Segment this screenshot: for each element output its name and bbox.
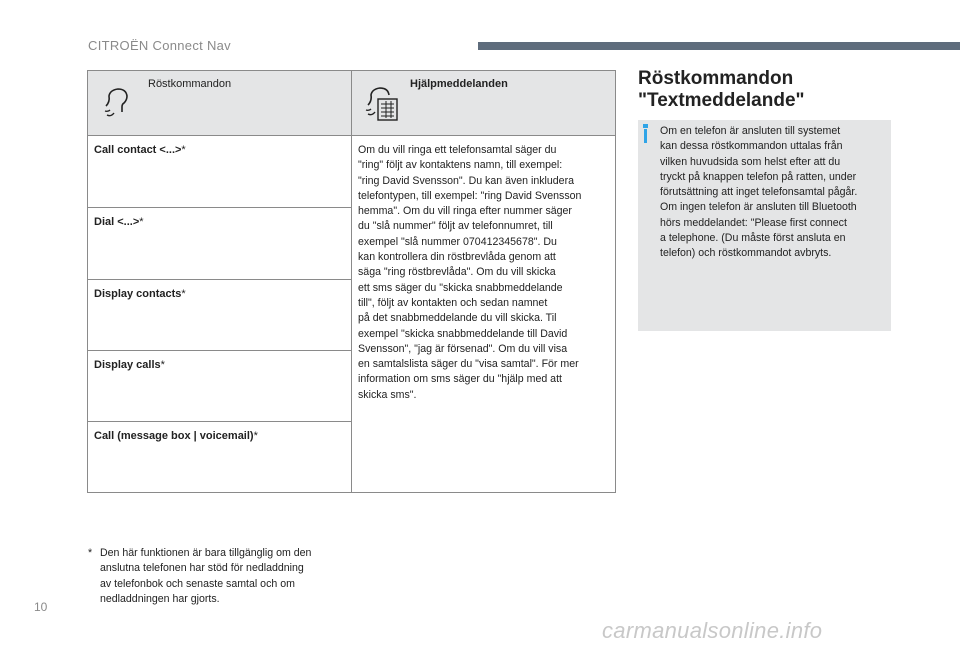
voice-command-table bbox=[87, 70, 616, 493]
voice-command-icon bbox=[100, 85, 134, 119]
footnote-text: Den här funktionen är bara tillgänglig om den anslutna telefonen har stöd för nedladdning av telefonbok och senaste samtal och om nedladdningen har gjorts. bbox=[100, 547, 312, 605]
command-column bbox=[88, 136, 352, 492]
watermark: carmanualsonline.info bbox=[602, 618, 823, 643]
footnote-marker: * bbox=[88, 547, 93, 559]
command-text: Dial <...>* bbox=[94, 216, 144, 228]
column-label-help: Hjälpmeddelanden bbox=[410, 78, 508, 90]
info-box bbox=[638, 120, 891, 331]
command-text: Call contact <...>* bbox=[94, 144, 186, 156]
section-title: Röstkommandon "Textmeddelande" bbox=[638, 68, 805, 111]
help-column bbox=[352, 136, 615, 492]
table-header-right bbox=[352, 71, 615, 136]
command-row bbox=[88, 208, 351, 280]
page-header-title: CITROËN Connect Nav bbox=[88, 38, 231, 53]
table-header-left bbox=[88, 71, 352, 136]
info-text: Om en telefon är ansluten till systemet kan dessa röstkommandon uttalas från vilken huvudsida som helst efter att du tryckt på knappen telefon på ratten, under förutsättning att inget telefonsamtal pågår. Om ingen telefon är ansluten till Bluetooth hörs meddelandet: "Please first connect a telephone. (Du måste först ansluta en telefon) och röstkommandot avbryts. bbox=[660, 125, 858, 260]
help-message-text: Om du vill ringa ett telefonsamtal säger du "ring" följt av kontaktens namn, till exempel: "ring David Svensson". Du kan även inkludera telefontypen, till exempel: "ring David Svensson hemma". Om du vill ringa efter nummer säger du "slå nummer" följt av telefonnumret, till exempel "slå nummer 070412345678". Du kan kontrollera din röstbrevlåda genom att säga "ring röstbrevlåda". Om du vill skicka ett sms säger du "skicka snabbmeddelande till", följt av kontakten och sedan namnet på det snabbmeddelande du vill skicka. Til exempel "skicka snabbmeddelande till David Svensson", "jag är försenad". Om du vill visa en samtalslista säger du "visa samtal". För mer information om sms säger du "hjälp med att skicka sms". bbox=[358, 144, 582, 401]
column-label-commands: Röstkommandon bbox=[148, 78, 232, 90]
command-text: Display calls* bbox=[94, 359, 165, 371]
command-row bbox=[88, 136, 351, 208]
command-row bbox=[88, 422, 351, 492]
footnote bbox=[88, 546, 360, 607]
help-message-icon bbox=[362, 83, 402, 123]
command-text: Display contacts* bbox=[94, 288, 186, 300]
command-row bbox=[88, 280, 351, 351]
command-row bbox=[88, 351, 351, 422]
page-number: 10 bbox=[34, 600, 48, 614]
command-text: Call (message box | voicemail)* bbox=[94, 430, 258, 442]
header-bar bbox=[478, 42, 960, 50]
